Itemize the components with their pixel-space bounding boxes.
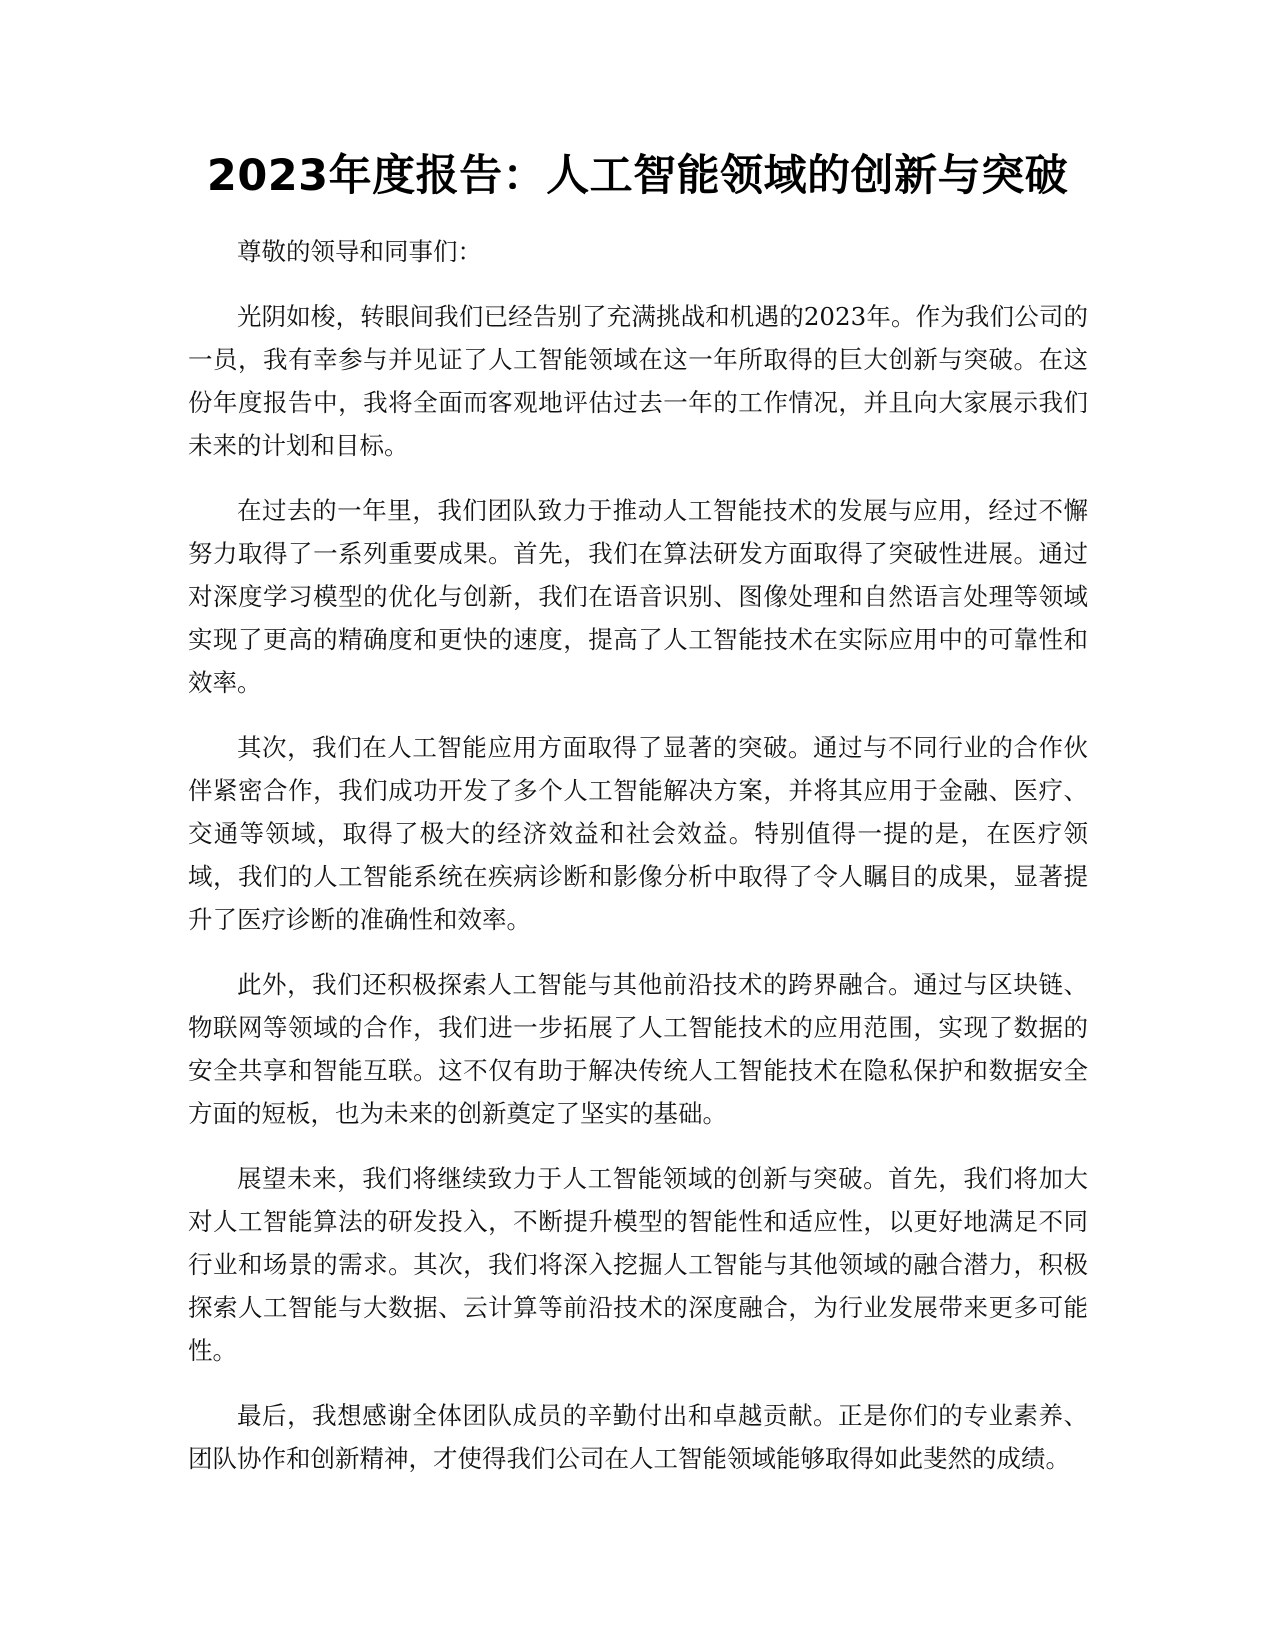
- paragraph-achievements: 在过去的一年里，我们团队致力于推动人工智能技术的发展与应用，经过不懈努力取得了一系列重要成果。首先，我们在算法研发方面取得了突破性进展。通过对深度学习模型的优化与创新，我们在语音识别、图像处理和自然语言处理等领域实现了更高的精确度和更快的速度，提高了人工智能技术在实际应用中的可靠性和效率。: [188, 496, 1088, 697]
- paragraph-outlook: 展望未来，我们将继续致力于人工智能领域的创新与突破。首先，我们将加大对人工智能算法的研发投入，不断提升模型的智能性和适应性，以更好地满足不同行业和场景的需求。其次，我们将深入挖掘人工智能与其他领域的融合潜力，积极探索人工智能与大数据、云计算等前沿技术的深度融合，为行业发展带来更多可能性。: [188, 1164, 1088, 1365]
- document-title: 2023年度报告：人工智能领域的创新与突破: [206, 151, 1069, 201]
- paragraph-intro: 光阴如梭，转眼间我们已经告别了充满挑战和机遇的2023年。作为我们公司的一员，我有幸参与并见证了人工智能领域在这一年所取得的巨大创新与突破。在这份年度报告中，我将全面而客观地评估过去一年的工作情况，并且向大家展示我们未来的计划和目标。: [188, 302, 1088, 460]
- paragraph-applications: 其次，我们在人工智能应用方面取得了显著的突破。通过与不同行业的合作伙伴紧密合作，我们成功开发了多个人工智能解决方案，并将其应用于金融、医疗、交通等领域，取得了极大的经济效益和社会效益。特别值得一提的是，在医疗领域，我们的人工智能系统在疾病诊断和影像分析中取得了令人瞩目的成果，显著提升了医疗诊断的准确性和效率。: [188, 733, 1088, 934]
- salutation: 尊敬的领导和同事们：: [237, 237, 482, 266]
- document-body: [188, 230, 1088, 1502]
- paragraph-thanks: 最后，我想感谢全体团队成员的辛勤付出和卓越贡献。正是你们的专业素养、团队协作和创新精神，才使得我们公司在人工智能领域能够取得如此斐然的成绩。: [188, 1401, 1088, 1473]
- paragraph-integration: 此外，我们还积极探索人工智能与其他前沿技术的跨界融合。通过与区块链、物联网等领域的合作，我们进一步拓展了人工智能技术的应用范围，实现了数据的安全共享和智能互联。这不仅有助于解决传统人工智能技术在隐私保护和数据安全方面的短板，也为未来的创新奠定了坚实的基础。: [188, 970, 1088, 1128]
